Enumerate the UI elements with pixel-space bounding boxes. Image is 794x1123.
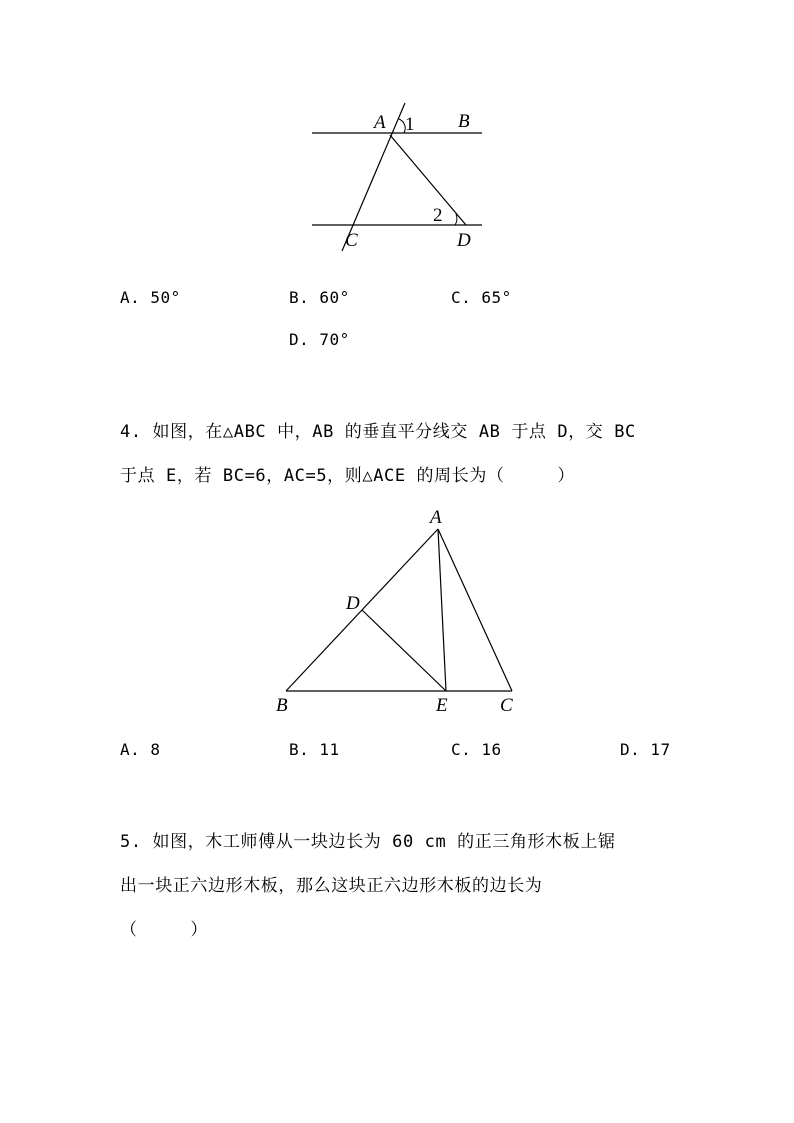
label-e: E — [436, 695, 448, 716]
q4-option-a: A. 8 — [120, 740, 161, 759]
label-angle-1: 1 — [405, 114, 415, 135]
q4-option-c: C. 16 — [451, 740, 502, 759]
q4-line-2: 于点 E，若 BC=6，AC=5，则△ACE 的周长为（ ） — [120, 466, 575, 486]
label-b: B — [276, 695, 288, 716]
figure-triangle-abc — [270, 505, 530, 720]
segment-de — [362, 610, 446, 691]
q5-question — [120, 820, 616, 952]
label-d: D — [457, 230, 471, 251]
segment-ad — [390, 135, 466, 225]
label-angle-2: 2 — [433, 205, 443, 226]
q3-option-b: B. 60° — [289, 288, 350, 307]
angle-2-arc — [455, 214, 457, 225]
label-c: C — [500, 695, 513, 716]
q5-line-2: 出一块正六边形木板，那么这块正六边形木板的边长为 — [120, 876, 543, 896]
figure-parallel-lines — [300, 95, 500, 255]
q4-option-d: D. 17 — [620, 740, 671, 759]
label-b: B — [458, 111, 470, 132]
label-d: D — [346, 593, 360, 614]
label-a: A — [430, 507, 442, 528]
label-c: C — [345, 230, 358, 251]
q5-line-1: 5. 如图，木工师傅从一块边长为 60 cm 的正三角形木板上锯 — [120, 832, 616, 852]
q5-line-3: （ ） — [120, 920, 208, 940]
q4-line-1: 4. 如图，在△ABC 中，AB 的垂直平分线交 AB 于点 D，交 BC — [120, 422, 636, 442]
q4-option-b: B. 11 — [289, 740, 340, 759]
segment-ae — [438, 529, 446, 691]
q3-option-d: D. 70° — [289, 330, 350, 349]
q3-option-c: C. 65° — [451, 288, 512, 307]
side-ac — [438, 529, 512, 691]
q4-question — [120, 410, 636, 498]
q3-option-a: A. 50° — [120, 288, 181, 307]
label-a: A — [374, 112, 386, 133]
